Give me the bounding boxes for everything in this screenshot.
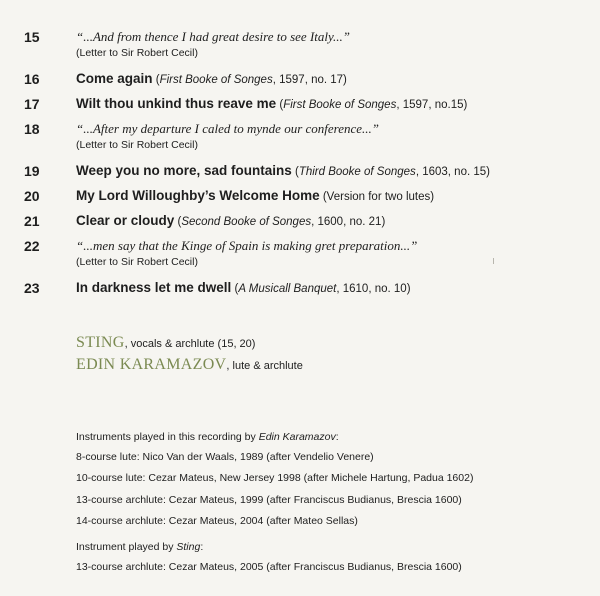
- track-quote: “...men say that the Kinge of Spain is making gret preparation...”: [76, 238, 418, 253]
- track-number: 17: [24, 96, 40, 112]
- instrument-line: 13-course archlute: Cezar Mateus, 2005 (after Franciscus Budianus, Brescia 1600): [76, 561, 462, 573]
- instrument-line: 8-course lute: Nico Van der Waals, 1989 (after Vendelio Venere): [76, 451, 374, 463]
- track-source: (Letter to Sir Robert Cecil): [76, 47, 198, 59]
- track-meta: (Second Booke of Songes, 1600, no. 21): [174, 216, 386, 228]
- artist-credit: [76, 355, 303, 376]
- track-title: Wilt thou unkind thus reave me: [76, 96, 277, 111]
- track-line: [76, 187, 434, 206]
- instruments-heading: Instruments played in this recording by Edin Karamazov:: [76, 431, 339, 443]
- track-line: [76, 279, 411, 298]
- instrument-line: 13-course archlute: Cezar Mateus, 1999 (after Franciscus Budianus, Brescia 1600): [76, 494, 462, 506]
- artist-role: , lute & archlute: [226, 360, 303, 372]
- artist-name: EDIN KARAMAZOV: [76, 356, 227, 373]
- track-meta: (First Booke of Songes, 1597, no. 17): [152, 74, 347, 86]
- instruments-heading: Instrument played by Sting:: [76, 541, 204, 553]
- track-title: Weep you no more, sad fountains: [76, 163, 292, 178]
- track-quote: “...And from thence I had great desire to see Italy...”: [76, 29, 351, 44]
- artist-credit: [76, 333, 255, 354]
- artist-name: STING: [76, 334, 125, 351]
- track-number: 19: [24, 163, 40, 179]
- track-meta: (A Musicall Banquet, 1610, no. 10): [231, 283, 411, 295]
- track-quote: “...After my departure I caled to mynde our conference...”: [76, 121, 380, 136]
- track-title: My Lord Willoughby’s Welcome Home: [76, 188, 320, 203]
- track-line: [76, 162, 490, 181]
- track-number: 22: [24, 238, 40, 254]
- track-title: Come again: [76, 71, 153, 86]
- track-line: [76, 70, 347, 89]
- track-number: 23: [24, 280, 40, 296]
- track-number: 18: [24, 121, 40, 137]
- track-meta: (First Booke of Songes, 1597, no.15): [276, 99, 468, 111]
- paper-mark: [493, 258, 494, 264]
- track-number: 15: [24, 29, 40, 45]
- instrument-line: 14-course archlute: Cezar Mateus, 2004 (after Mateo Sellas): [76, 515, 358, 527]
- track-number: 20: [24, 188, 40, 204]
- track-number: 21: [24, 213, 40, 229]
- instrument-line: 10-course lute: Cezar Mateus, New Jersey 1998 (after Michele Hartung, Padua 1602): [76, 472, 474, 484]
- artist-role: , vocals & archlute (15, 20): [124, 338, 256, 350]
- track-source: (Letter to Sir Robert Cecil): [76, 256, 198, 268]
- track-title: In darkness let me dwell: [76, 280, 232, 295]
- track-meta: (Third Booke of Songes, 1603, no. 15): [291, 166, 490, 178]
- track-source: (Letter to Sir Robert Cecil): [76, 139, 198, 151]
- track-title: Clear or cloudy: [76, 213, 175, 228]
- track-number: 16: [24, 71, 40, 87]
- track-line: [76, 95, 467, 114]
- track-meta: (Version for two lutes): [319, 191, 435, 203]
- track-line: [76, 212, 385, 231]
